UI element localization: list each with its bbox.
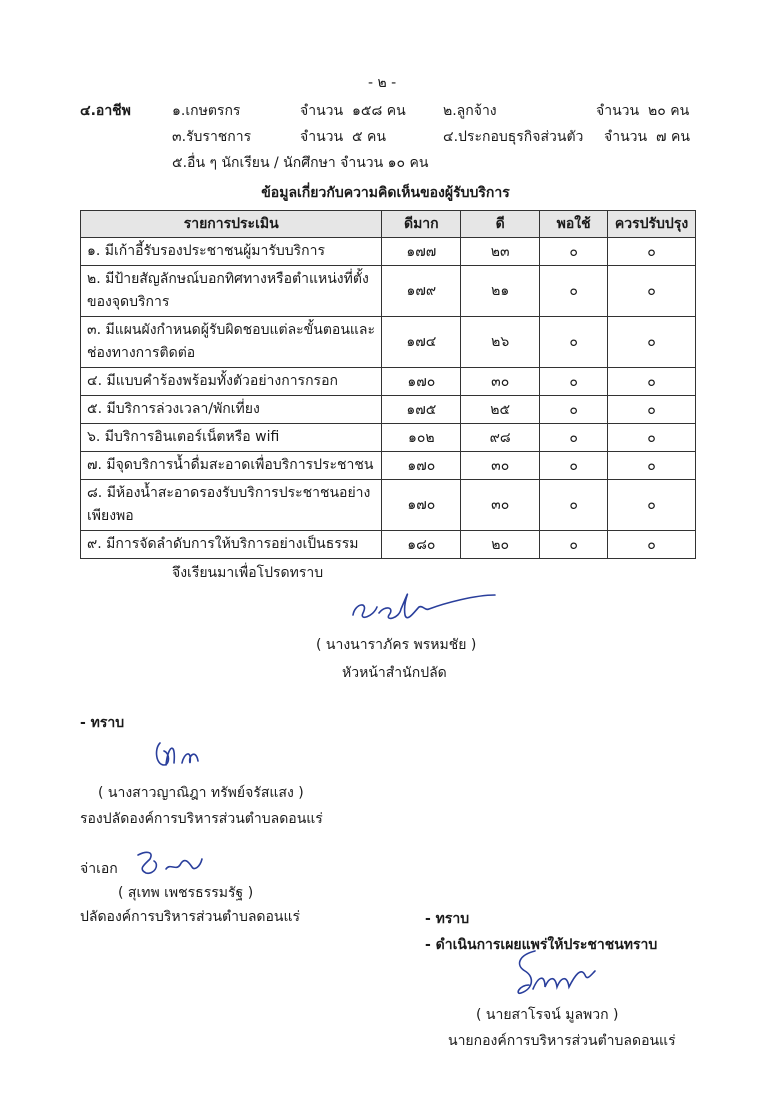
row-improve: ๐ xyxy=(608,480,696,531)
table-row xyxy=(81,317,696,368)
row-improve: ๐ xyxy=(608,424,696,452)
header-item: รายการประเมิน xyxy=(81,211,382,238)
signer-2-position: รองปลัดองค์การบริหารส่วนตำบลดอนแร่ xyxy=(80,811,323,827)
occupation-count-label: จำนวน xyxy=(596,103,640,119)
occupation-count-label: จำนวน xyxy=(604,129,648,145)
occupation-count: ๒๐ คน xyxy=(648,103,690,119)
row-improve: ๐ xyxy=(608,531,696,559)
row-very-good: ๑๗๐ xyxy=(382,368,461,396)
row-good: ๒๓ xyxy=(461,238,540,266)
row-item: ๖. มีบริการอินเตอร์เน็ตหรือ wifi xyxy=(81,424,382,452)
table-row xyxy=(81,452,696,480)
table-row xyxy=(81,238,696,266)
row-fair: ๐ xyxy=(540,424,608,452)
row-very-good: ๑๗๕ xyxy=(382,396,461,424)
row-item: ๔. มีแบบคำร้องพร้อมทั้งตัวอย่างการกรอก xyxy=(81,368,382,396)
row-item: ๙. มีการจัดลำดับการให้บริการอย่างเป็นธรรม xyxy=(81,531,382,559)
table-row xyxy=(81,396,696,424)
row-fair: ๐ xyxy=(540,266,608,317)
row-fair: ๐ xyxy=(540,480,608,531)
occupation-count-label: จำนวน xyxy=(300,103,344,119)
occupation-item: ๔.ประกอบธุรกิจส่วนตัว xyxy=(443,129,584,145)
occupation-count-label: จำนวน xyxy=(300,129,344,145)
row-fair: ๐ xyxy=(540,396,608,424)
row-fair: ๐ xyxy=(540,531,608,559)
row-good: ๒๖ xyxy=(461,317,540,368)
row-good: ๒๕ xyxy=(461,396,540,424)
row-very-good: ๑๗๐ xyxy=(382,452,461,480)
row-fair: ๐ xyxy=(540,317,608,368)
table-row xyxy=(81,368,696,396)
row-improve: ๐ xyxy=(608,238,696,266)
row-very-good: ๑๘๐ xyxy=(382,531,461,559)
signature-3-icon xyxy=(132,845,212,881)
signer-3-name: ( สุเทพ เพชรธรรมรัฐ ) xyxy=(118,885,254,901)
table-row xyxy=(81,531,696,559)
table-row xyxy=(81,480,696,531)
row-improve: ๐ xyxy=(608,396,696,424)
signer-4-position: นายกองค์การบริหารส่วนตำบลดอนแร่ xyxy=(448,1033,676,1049)
row-improve: ๐ xyxy=(608,317,696,368)
row-very-good: ๑๐๒ xyxy=(382,424,461,452)
row-good: ๒๐ xyxy=(461,531,540,559)
table-row xyxy=(81,266,696,317)
row-good: ๓๐ xyxy=(461,368,540,396)
table-title: ข้อมูลเกี่ยวกับความคิดเห็นของผู้รับบริการ xyxy=(261,185,510,201)
row-improve: ๐ xyxy=(608,368,696,396)
signature-4-icon xyxy=(505,945,615,1005)
occupation-count: ๗ คน xyxy=(656,129,690,145)
occupation-item: ๒.ลูกจ้าง xyxy=(443,103,497,119)
row-very-good: ๑๗๗ xyxy=(382,238,461,266)
row-good: ๓๐ xyxy=(461,452,540,480)
row-good: ๒๑ xyxy=(461,266,540,317)
signer-1-position: หัวหน้าสำนักปลัด xyxy=(342,665,447,681)
row-very-good: ๑๗๙ xyxy=(382,266,461,317)
row-improve: ๐ xyxy=(608,266,696,317)
occupation-item: ๑.เกษตรกร xyxy=(172,103,241,119)
header-fair: พอใช้ xyxy=(540,211,608,238)
row-item: ๘. มีห้องน้ำสะอาดรองรับบริการประชาชนอย่างเพียงพอ xyxy=(81,480,382,531)
occupation-other: ๕.อื่น ๆ นักเรียน / นักศึกษา จำนวน ๑๐ คน xyxy=(172,155,429,171)
ack-2: - ทราบ xyxy=(425,911,470,927)
row-item: ๓. มีแผนผังกำหนดผู้รับผิดชอบแต่ละขั้นตอนและช่องทางการติดต่อ xyxy=(81,317,382,368)
row-good: ๙๘ xyxy=(461,424,540,452)
header-good: ดี xyxy=(461,211,540,238)
table-row xyxy=(81,424,696,452)
header-very-good: ดีมาก xyxy=(382,211,461,238)
signature-2-icon xyxy=(150,735,210,775)
row-very-good: ๑๗๐ xyxy=(382,480,461,531)
evaluation-table xyxy=(80,210,696,559)
row-fair: ๐ xyxy=(540,452,608,480)
signer-2-name: ( นางสาวญาณิฎา ทรัพย์จรัสแสง ) xyxy=(98,785,304,801)
signer-4-name: ( นายสาโรจน์ มูลพวก ) xyxy=(476,1007,619,1023)
signer-3-position: ปลัดองค์การบริหารส่วนตำบลดอนแร่ xyxy=(80,909,301,925)
row-fair: ๐ xyxy=(540,368,608,396)
closing-text: จึงเรียนมาเพื่อโปรดทราบ xyxy=(172,565,324,581)
action-text: - ดำเนินการเผยแพร่ให้ประชาชนทราบ xyxy=(425,937,658,953)
signer-1-name: ( นางนาราภัคร พรหมชัย ) xyxy=(316,637,477,653)
signer-3-rank: จ่าเอก xyxy=(80,861,118,877)
row-fair: ๐ xyxy=(540,238,608,266)
row-improve: ๐ xyxy=(608,452,696,480)
row-item: ๕. มีบริการล่วงเวลา/พักเที่ยง xyxy=(81,396,382,424)
page-number: - ๒ - xyxy=(368,75,397,91)
occupation-count: ๑๕๘ คน xyxy=(352,103,406,119)
ack-1: - ทราบ xyxy=(80,715,125,731)
row-very-good: ๑๗๔ xyxy=(382,317,461,368)
row-item: ๒. มีป้ายสัญลักษณ์บอกทิศทางหรือตำแหน่งที่ตั้งของจุดบริการ xyxy=(81,266,382,317)
table-header-row xyxy=(81,211,696,238)
signature-1-icon xyxy=(345,585,505,630)
occupation-count: ๕ คน xyxy=(352,129,386,145)
occupation-heading: ๔.อาชีพ xyxy=(80,103,131,119)
header-improve: ควรปรับปรุง xyxy=(608,211,696,238)
row-item: ๗. มีจุดบริการน้ำดื่มสะอาดเพื่อบริการประชาชน xyxy=(81,452,382,480)
row-item: ๑. มีเก้าอี้รับรองประชาชนผู้มารับบริการ xyxy=(81,238,382,266)
occupation-item: ๓.รับราชการ xyxy=(172,129,252,145)
row-good: ๓๐ xyxy=(461,480,540,531)
